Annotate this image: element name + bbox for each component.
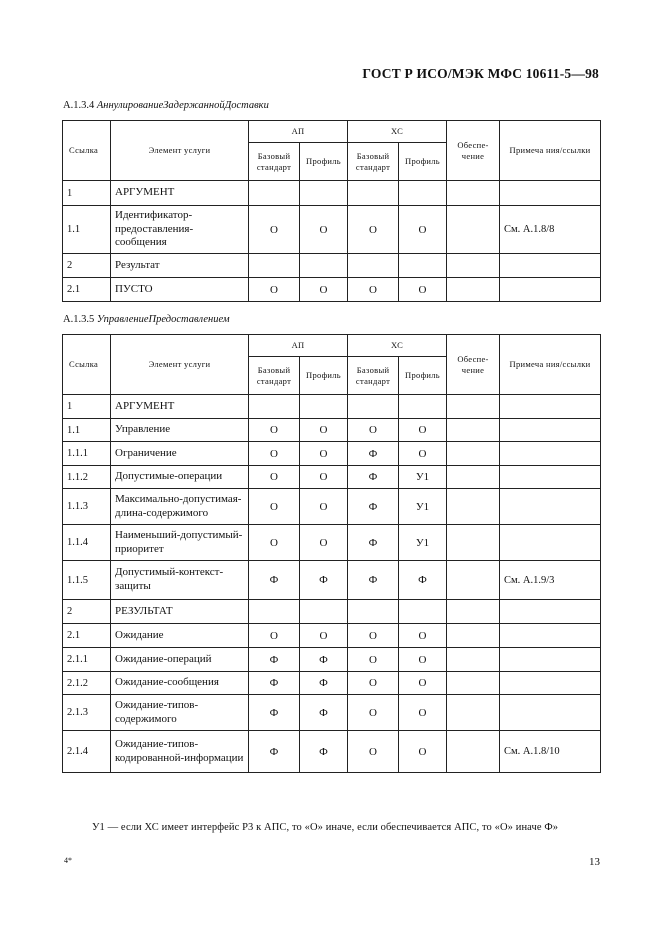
row-ap-base	[249, 600, 300, 624]
row-support	[447, 648, 500, 672]
row-ref: 2.1	[63, 624, 111, 648]
row-xs-base: О	[348, 648, 399, 672]
row-note	[500, 254, 601, 278]
row-ref: 1.1.1	[63, 442, 111, 466]
col-element-header: Элемент услуги	[111, 335, 249, 395]
row-xs-base: О	[348, 731, 399, 773]
section2-title	[63, 314, 230, 325]
table-row	[63, 672, 601, 695]
row-xs-base: О	[348, 695, 399, 731]
row-support	[447, 419, 500, 442]
col-ap-profile-header: Профиль	[300, 357, 348, 395]
row-note	[500, 600, 601, 624]
row-ap-base: О	[249, 466, 300, 489]
row-support	[447, 442, 500, 466]
row-element: РЕЗУЛЬТАТ	[111, 600, 249, 624]
row-element: Ограничение	[111, 442, 249, 466]
row-ref: 1	[63, 181, 111, 206]
row-ap-base: Ф	[249, 695, 300, 731]
col-ap-header: АП	[249, 335, 348, 357]
row-support	[447, 695, 500, 731]
row-ap-base	[249, 254, 300, 278]
row-support	[447, 561, 500, 600]
row-ap-profile: О	[300, 624, 348, 648]
row-ap-profile: Ф	[300, 731, 348, 773]
row-ref: 2	[63, 254, 111, 278]
row-ap-base	[249, 181, 300, 206]
row-xs-profile: О	[399, 278, 447, 302]
row-note	[500, 442, 601, 466]
row-xs-profile: О	[399, 442, 447, 466]
table-row	[63, 525, 601, 561]
row-support	[447, 395, 500, 419]
row-xs-profile	[399, 181, 447, 206]
col-xs-header: ХС	[348, 121, 447, 143]
row-ref: 2.1.4	[63, 731, 111, 773]
row-xs-base: Ф	[348, 489, 399, 525]
row-ap-base: О	[249, 525, 300, 561]
row-xs-profile: Ф	[399, 561, 447, 600]
row-xs-profile: О	[399, 206, 447, 254]
table-row	[63, 278, 601, 302]
row-ref: 1.1.3	[63, 489, 111, 525]
row-element: АРГУМЕНТ	[111, 395, 249, 419]
row-ref: 2.1.2	[63, 672, 111, 695]
row-xs-base	[348, 254, 399, 278]
col-element-header: Элемент услуги	[111, 121, 249, 181]
section1-number: A.1.3.4	[63, 100, 95, 111]
row-element: ПУСТО	[111, 278, 249, 302]
row-support	[447, 624, 500, 648]
col-xs-profile-header: Профиль	[399, 357, 447, 395]
row-ap-profile: Ф	[300, 648, 348, 672]
row-note	[500, 624, 601, 648]
row-ap-base: О	[249, 278, 300, 302]
row-element: Управление	[111, 419, 249, 442]
row-element: Ожидание-типов-содержимого	[111, 695, 249, 731]
row-xs-profile: О	[399, 419, 447, 442]
page-mark: 4*	[64, 856, 72, 865]
col-ap-profile-header: Профиль	[300, 143, 348, 181]
col-notes-header: Примеча ния/ссылки	[500, 335, 601, 395]
row-support	[447, 525, 500, 561]
page-number: 13	[589, 856, 600, 868]
col-notes-header: Примеча ния/ссылки	[500, 121, 601, 181]
footnote: У1 — если ХС имеет интерфейс Р3 к АПС, то «О» иначе, если обеспечивается АПС, то «О» иначе Ф»	[92, 822, 559, 833]
row-support	[447, 672, 500, 695]
row-note: См. А.1.9/3	[500, 561, 601, 600]
row-ap-profile: Ф	[300, 695, 348, 731]
row-ap-profile	[300, 181, 348, 206]
row-xs-profile: О	[399, 648, 447, 672]
row-ref: 1.1	[63, 419, 111, 442]
row-xs-profile: У1	[399, 525, 447, 561]
section1-title	[63, 100, 269, 111]
row-element: Ожидание-сообщения	[111, 672, 249, 695]
row-xs-profile: У1	[399, 489, 447, 525]
row-note	[500, 648, 601, 672]
row-element: Наименьший-допустимый-приоритет	[111, 525, 249, 561]
row-ref: 1.1	[63, 206, 111, 254]
row-ap-profile: О	[300, 489, 348, 525]
row-ap-profile	[300, 254, 348, 278]
row-note	[500, 672, 601, 695]
row-element: Результат	[111, 254, 249, 278]
table-row	[63, 600, 601, 624]
col-ref-header: Ссылка	[63, 335, 111, 395]
col-ap-header: АП	[249, 121, 348, 143]
section2-name: УправлениеПредоставлением	[96, 314, 230, 325]
row-element: АРГУМЕНТ	[111, 181, 249, 206]
table-row	[63, 624, 601, 648]
row-xs-base: Ф	[348, 525, 399, 561]
row-ref: 2.1	[63, 278, 111, 302]
row-note	[500, 695, 601, 731]
table-row	[63, 466, 601, 489]
row-xs-base: О	[348, 206, 399, 254]
row-ap-base: О	[249, 442, 300, 466]
row-xs-base: О	[348, 419, 399, 442]
col-xs-base-header: Базовый стандарт	[348, 357, 399, 395]
row-support	[447, 254, 500, 278]
row-xs-profile	[399, 254, 447, 278]
row-note	[500, 278, 601, 302]
row-xs-base: О	[348, 672, 399, 695]
table-row	[63, 419, 601, 442]
row-xs-base: Ф	[348, 466, 399, 489]
row-ap-profile	[300, 395, 348, 419]
row-ref: 2	[63, 600, 111, 624]
row-ap-profile: О	[300, 466, 348, 489]
col-ref-header: Ссылка	[63, 121, 111, 181]
section2-table	[62, 334, 601, 773]
row-element: Допустимый-контекст-защиты	[111, 561, 249, 600]
row-note: См. А.1.8/8	[500, 206, 601, 254]
row-ap-profile: О	[300, 525, 348, 561]
row-note	[500, 181, 601, 206]
row-ap-base: О	[249, 419, 300, 442]
row-ap-base: Ф	[249, 648, 300, 672]
row-element: Идентификатор-предоставления-сообщения	[111, 206, 249, 254]
col-ap-base-header: Базовый стандарт	[249, 143, 300, 181]
row-element: Ожидание	[111, 624, 249, 648]
row-xs-profile: О	[399, 695, 447, 731]
row-ap-base: О	[249, 206, 300, 254]
row-ap-profile: О	[300, 278, 348, 302]
row-ap-base: О	[249, 624, 300, 648]
row-xs-profile: О	[399, 624, 447, 648]
row-xs-base: Ф	[348, 561, 399, 600]
row-ref: 2.1.1	[63, 648, 111, 672]
table-row	[63, 648, 601, 672]
row-ap-profile	[300, 600, 348, 624]
table-row	[63, 489, 601, 525]
col-xs-base-header: Базовый стандарт	[348, 143, 399, 181]
section1-table	[62, 120, 601, 302]
row-support	[447, 278, 500, 302]
row-xs-base: О	[348, 278, 399, 302]
row-xs-base: О	[348, 624, 399, 648]
row-support	[447, 600, 500, 624]
row-xs-base	[348, 600, 399, 624]
row-support	[447, 206, 500, 254]
row-xs-profile: О	[399, 731, 447, 773]
row-support	[447, 181, 500, 206]
row-ap-profile: О	[300, 442, 348, 466]
row-ap-base: О	[249, 489, 300, 525]
row-note	[500, 395, 601, 419]
table-row	[63, 561, 601, 600]
row-xs-profile	[399, 395, 447, 419]
row-xs-base	[348, 181, 399, 206]
col-support-header: Обеспе-чение	[447, 335, 500, 395]
section1-name: АннулированиеЗадержаннойДоставки	[96, 100, 269, 111]
table-row	[63, 695, 601, 731]
row-xs-profile: У1	[399, 466, 447, 489]
table-row	[63, 206, 601, 254]
row-support	[447, 489, 500, 525]
table-row	[63, 731, 601, 773]
row-ap-profile: О	[300, 419, 348, 442]
row-ap-base: Ф	[249, 672, 300, 695]
row-ap-profile: О	[300, 206, 348, 254]
row-ap-profile: Ф	[300, 672, 348, 695]
row-note	[500, 466, 601, 489]
section2-number: A.1.3.5	[63, 314, 95, 325]
row-xs-base	[348, 395, 399, 419]
row-note	[500, 525, 601, 561]
row-support	[447, 466, 500, 489]
row-element: Допустимые-операции	[111, 466, 249, 489]
row-ap-base: Ф	[249, 731, 300, 773]
row-ap-base	[249, 395, 300, 419]
row-xs-profile: О	[399, 672, 447, 695]
row-element: Максимально-допустимая-длина-содержимого	[111, 489, 249, 525]
row-element: Ожидание-операций	[111, 648, 249, 672]
row-note	[500, 419, 601, 442]
document-code: ГОСТ Р ИСО/МЭК МФС 10611-5—98	[362, 66, 599, 81]
col-xs-profile-header: Профиль	[399, 143, 447, 181]
row-ref: 1.1.2	[63, 466, 111, 489]
row-note	[500, 489, 601, 525]
row-ref: 1.1.4	[63, 525, 111, 561]
row-xs-base: Ф	[348, 442, 399, 466]
col-xs-header: ХС	[348, 335, 447, 357]
row-support	[447, 731, 500, 773]
table-row	[63, 181, 601, 206]
row-ap-base: Ф	[249, 561, 300, 600]
col-ap-base-header: Базовый стандарт	[249, 357, 300, 395]
row-ref: 1.1.5	[63, 561, 111, 600]
table-row	[63, 395, 601, 419]
row-xs-profile	[399, 600, 447, 624]
table-row	[63, 442, 601, 466]
row-ap-profile: Ф	[300, 561, 348, 600]
row-note: См. А.1.8/10	[500, 731, 601, 773]
col-support-header: Обеспе-чение	[447, 121, 500, 181]
row-element: Ожидание-типов-кодированной-информации	[111, 731, 249, 773]
row-ref: 2.1.3	[63, 695, 111, 731]
table-row	[63, 254, 601, 278]
row-ref: 1	[63, 395, 111, 419]
